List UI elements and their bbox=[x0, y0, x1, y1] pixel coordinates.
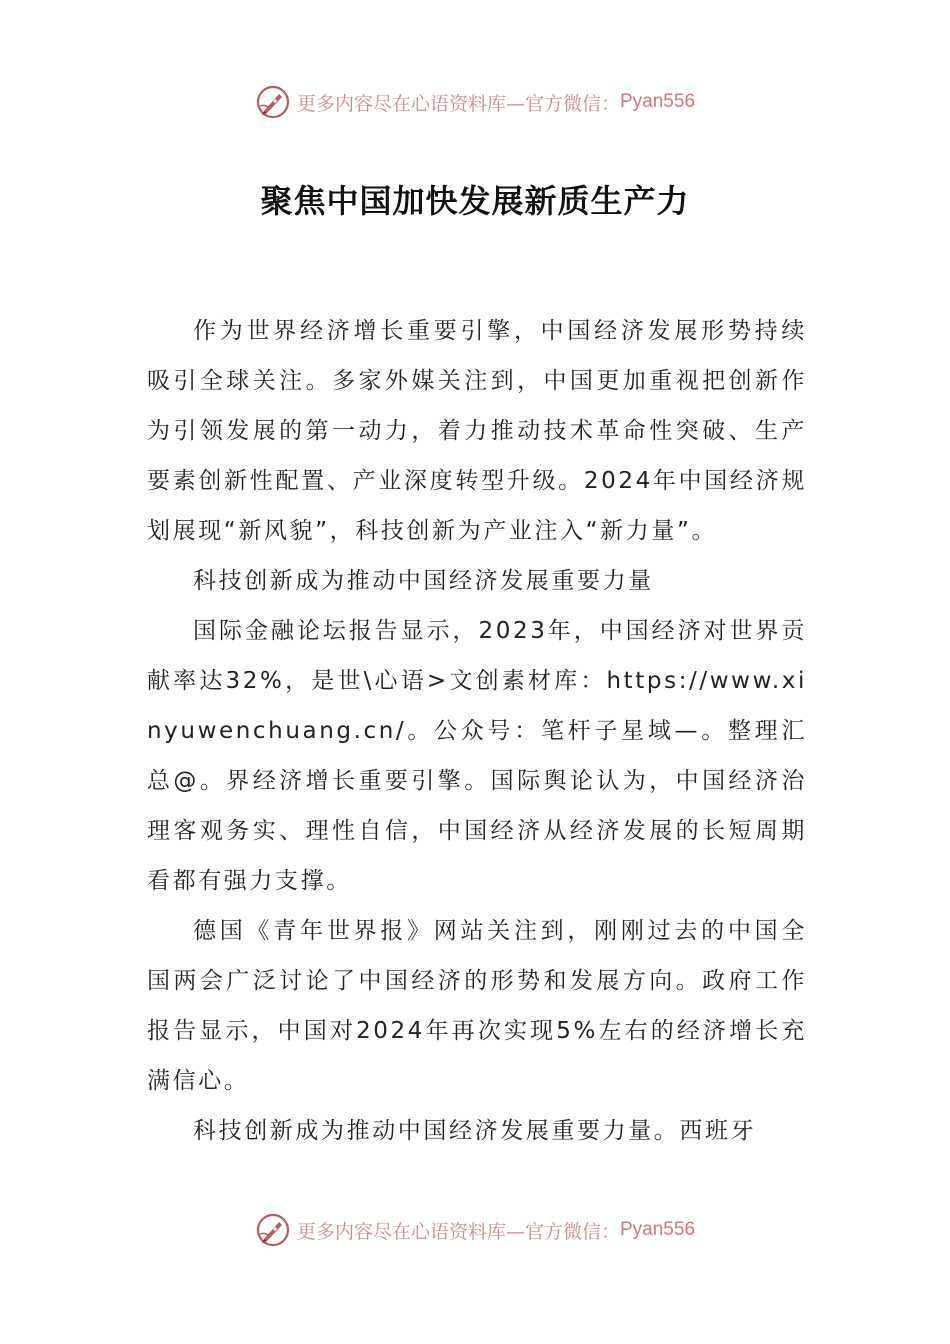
footer-watermark bbox=[0, 1210, 950, 1250]
watermark-wechat-id: Pyan556 bbox=[620, 1219, 696, 1240]
header-watermark bbox=[0, 82, 950, 122]
paragraph-forum-report: 国际金融论坛报告显示，2023年，中国经济对世界贡献率达32%，是世\心语>文创素材库：https://www.xinyuwenchuang.cn/。公众号：笔杆子星域—。整理汇总@。界经济增长重要引擎。国际舆论认为，中国经济治理客观务实、理性自信，中国经济从经济发展的长短周期看都有强力支撑。 bbox=[147, 618, 807, 894]
document-body bbox=[147, 306, 807, 1156]
pen-nib-circle-icon bbox=[255, 84, 291, 120]
watermark-wechat-id: Pyan556 bbox=[620, 91, 696, 112]
paragraph-intro: 作为世界经济增长重要引擎，中国经济发展形势持续吸引全球关注。多家外媒关注到，中国更加重视把创新作为引领发展的第一动力，着力推动技术革命性突破、生产要素创新性配置、产业深度转型升级。2024年中国经济规划展现“新风貌”，科技创新为产业注入“新力量”。 bbox=[147, 318, 807, 544]
document-title: 聚焦中国加快发展新质生产力 bbox=[260, 182, 690, 220]
watermark-text: 更多内容尽在心语资料库—官方微信： bbox=[296, 1220, 620, 1243]
section-heading: 科技创新成为推动中国经济发展重要力量 bbox=[193, 568, 654, 594]
paragraph-spain: 科技创新成为推动中国经济发展重要力量。西班牙 bbox=[193, 1118, 757, 1144]
paragraph-german-newspaper: 德国《青年世界报》网站关注到，刚刚过去的中国全国两会广泛讨论了中国经济的形势和发展方向。政府工作报告显示，中国对2024年再次实现5%左右的经济增长充满信心。 bbox=[147, 918, 807, 1094]
watermark-text: 更多内容尽在心语资料库—官方微信： bbox=[296, 92, 620, 115]
pen-nib-circle-icon bbox=[255, 1212, 291, 1248]
